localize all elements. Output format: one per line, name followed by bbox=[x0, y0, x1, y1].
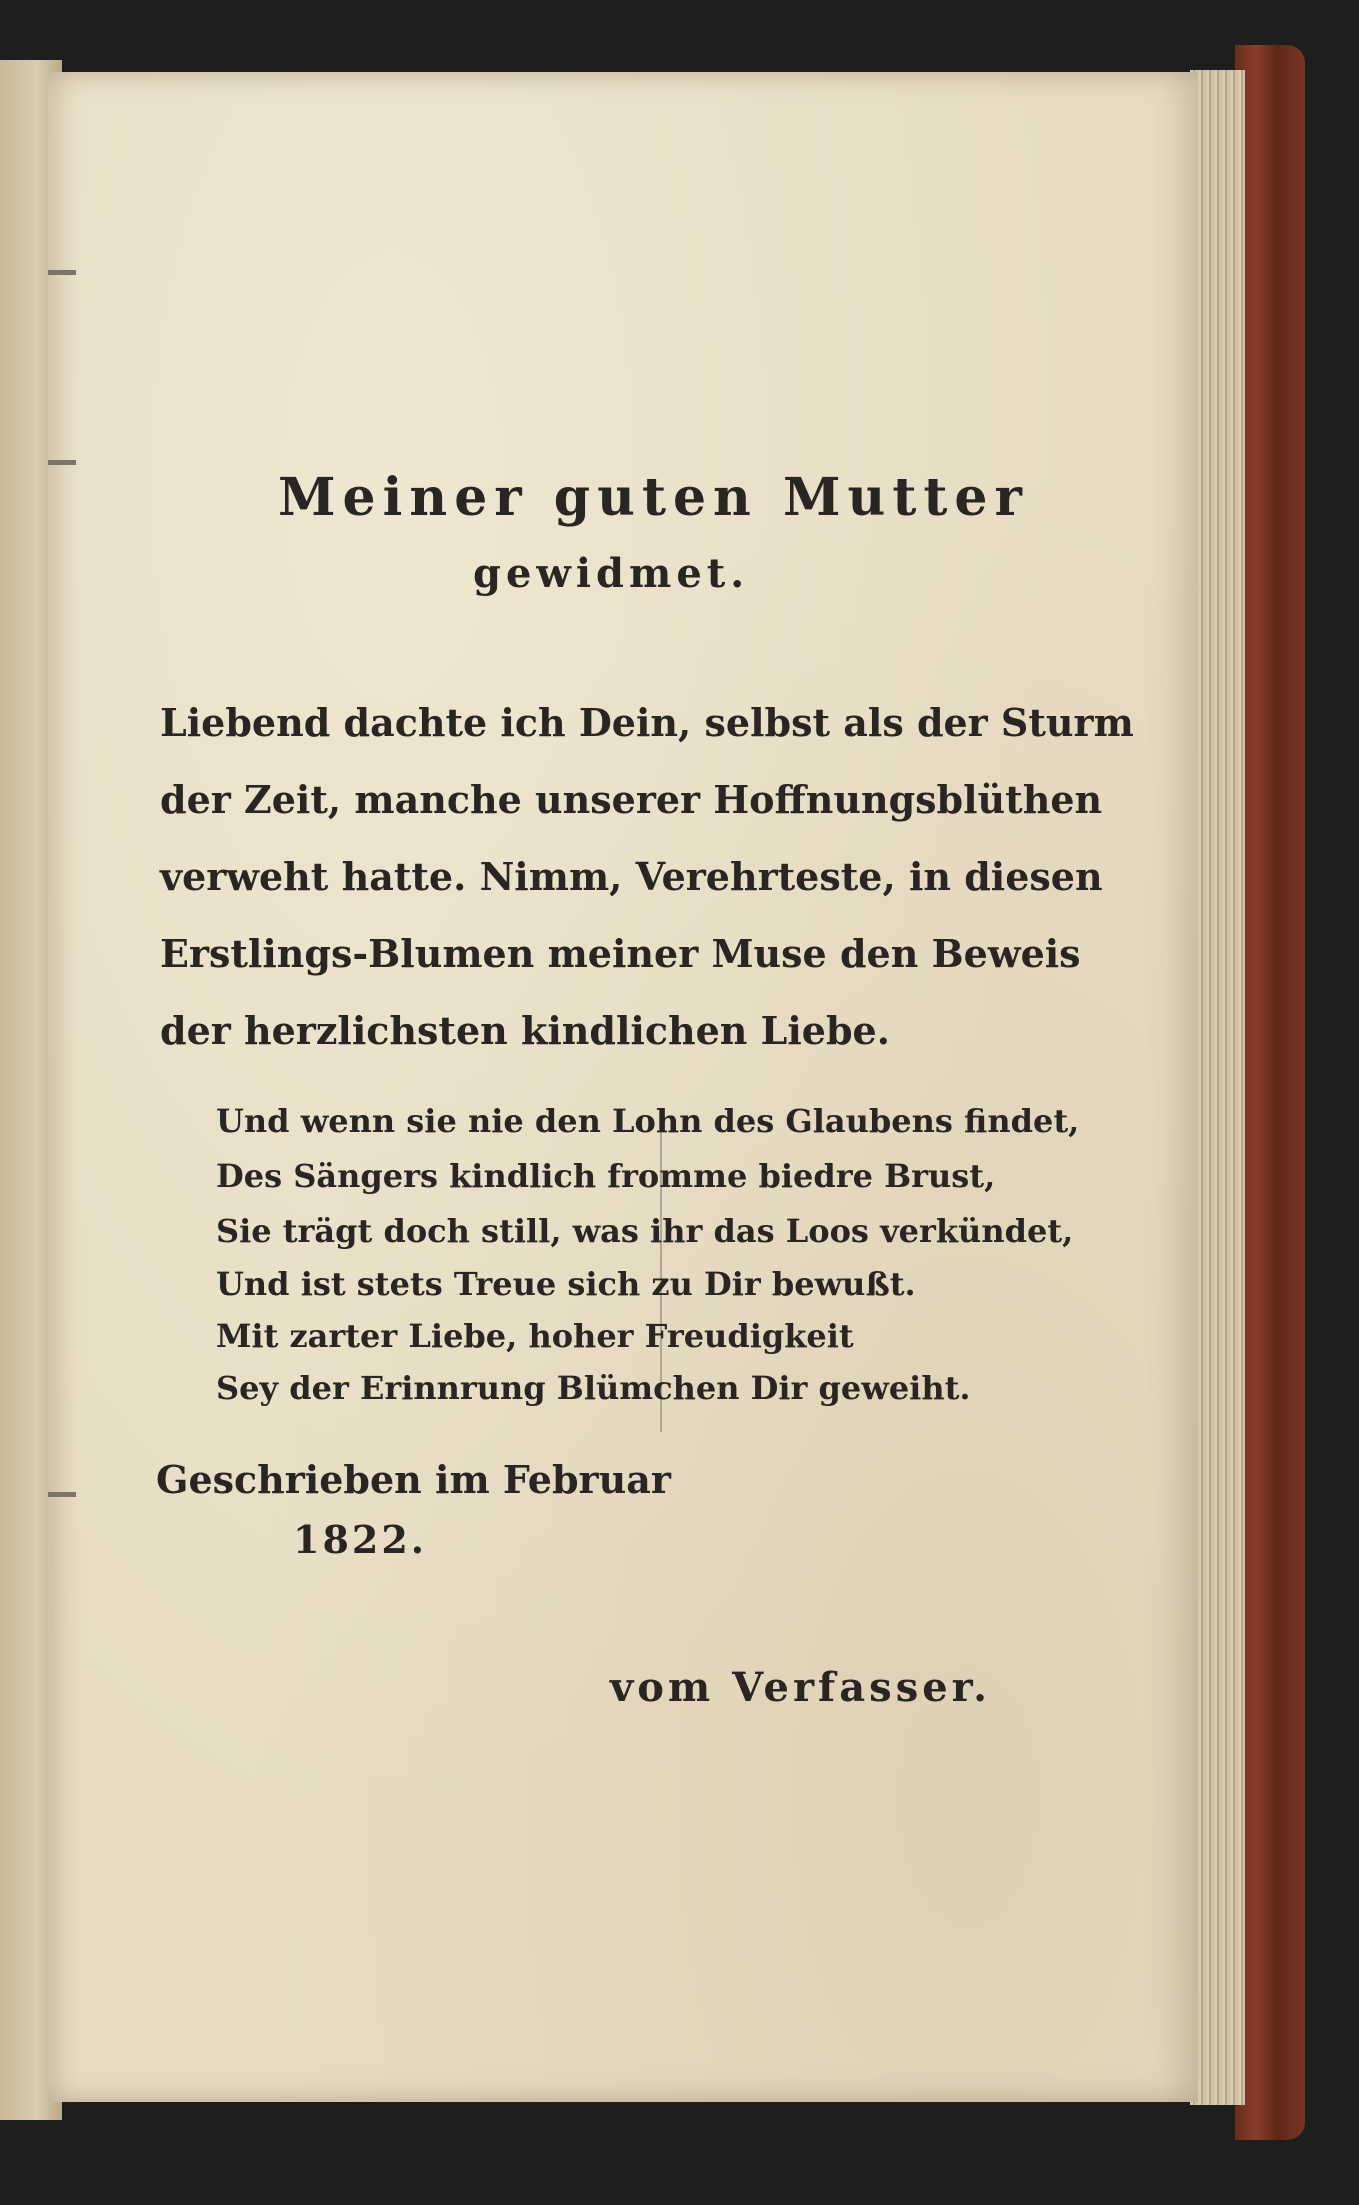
dedication-subtitle: gewidmet. bbox=[473, 550, 750, 597]
binding-thread-mark bbox=[48, 1492, 76, 1497]
paragraph-line: Erstlings-Blumen meiner Muse den Beweis bbox=[160, 931, 1081, 976]
date-year: 1822. bbox=[293, 1517, 427, 1562]
verse-line: Mit zarter Liebe, hoher Freudigkeit bbox=[216, 1317, 854, 1355]
paragraph-line: der herzlichsten kindlichen Liebe. bbox=[160, 1008, 890, 1053]
verse-line: Und wenn sie nie den Lohn des Glaubens findet, bbox=[216, 1102, 1080, 1140]
dedication-title: Meiner guten Mutter bbox=[278, 467, 1029, 528]
verse-line: Und ist stets Treue sich zu Dir bewußt. bbox=[216, 1265, 916, 1303]
binding-thread-mark bbox=[48, 460, 76, 465]
page-edges bbox=[1190, 70, 1245, 2105]
binding-thread-mark bbox=[48, 270, 76, 275]
verse-line: Sey der Erinnrung Blümchen Dir geweiht. bbox=[216, 1369, 971, 1407]
book-cover-right bbox=[1235, 45, 1305, 2140]
author-signature: vom Verfasser. bbox=[610, 1664, 991, 1711]
verse-line: Des Sängers kindlich fromme biedre Brust, bbox=[216, 1157, 996, 1195]
verse-line: Sie trägt doch still, was ihr das Loos verkündet, bbox=[216, 1212, 1074, 1250]
date-written: Geschrieben im Februar bbox=[156, 1457, 671, 1502]
book-page bbox=[48, 72, 1198, 2102]
paragraph-line: verweht hatte. Nimm, Verehrteste, in diesen bbox=[160, 854, 1103, 899]
paragraph-line: der Zeit, manche unserer Hoffnungsblüthen bbox=[160, 777, 1103, 822]
paragraph-line: Liebend dachte ich Dein, selbst als der Sturm bbox=[160, 700, 1134, 745]
